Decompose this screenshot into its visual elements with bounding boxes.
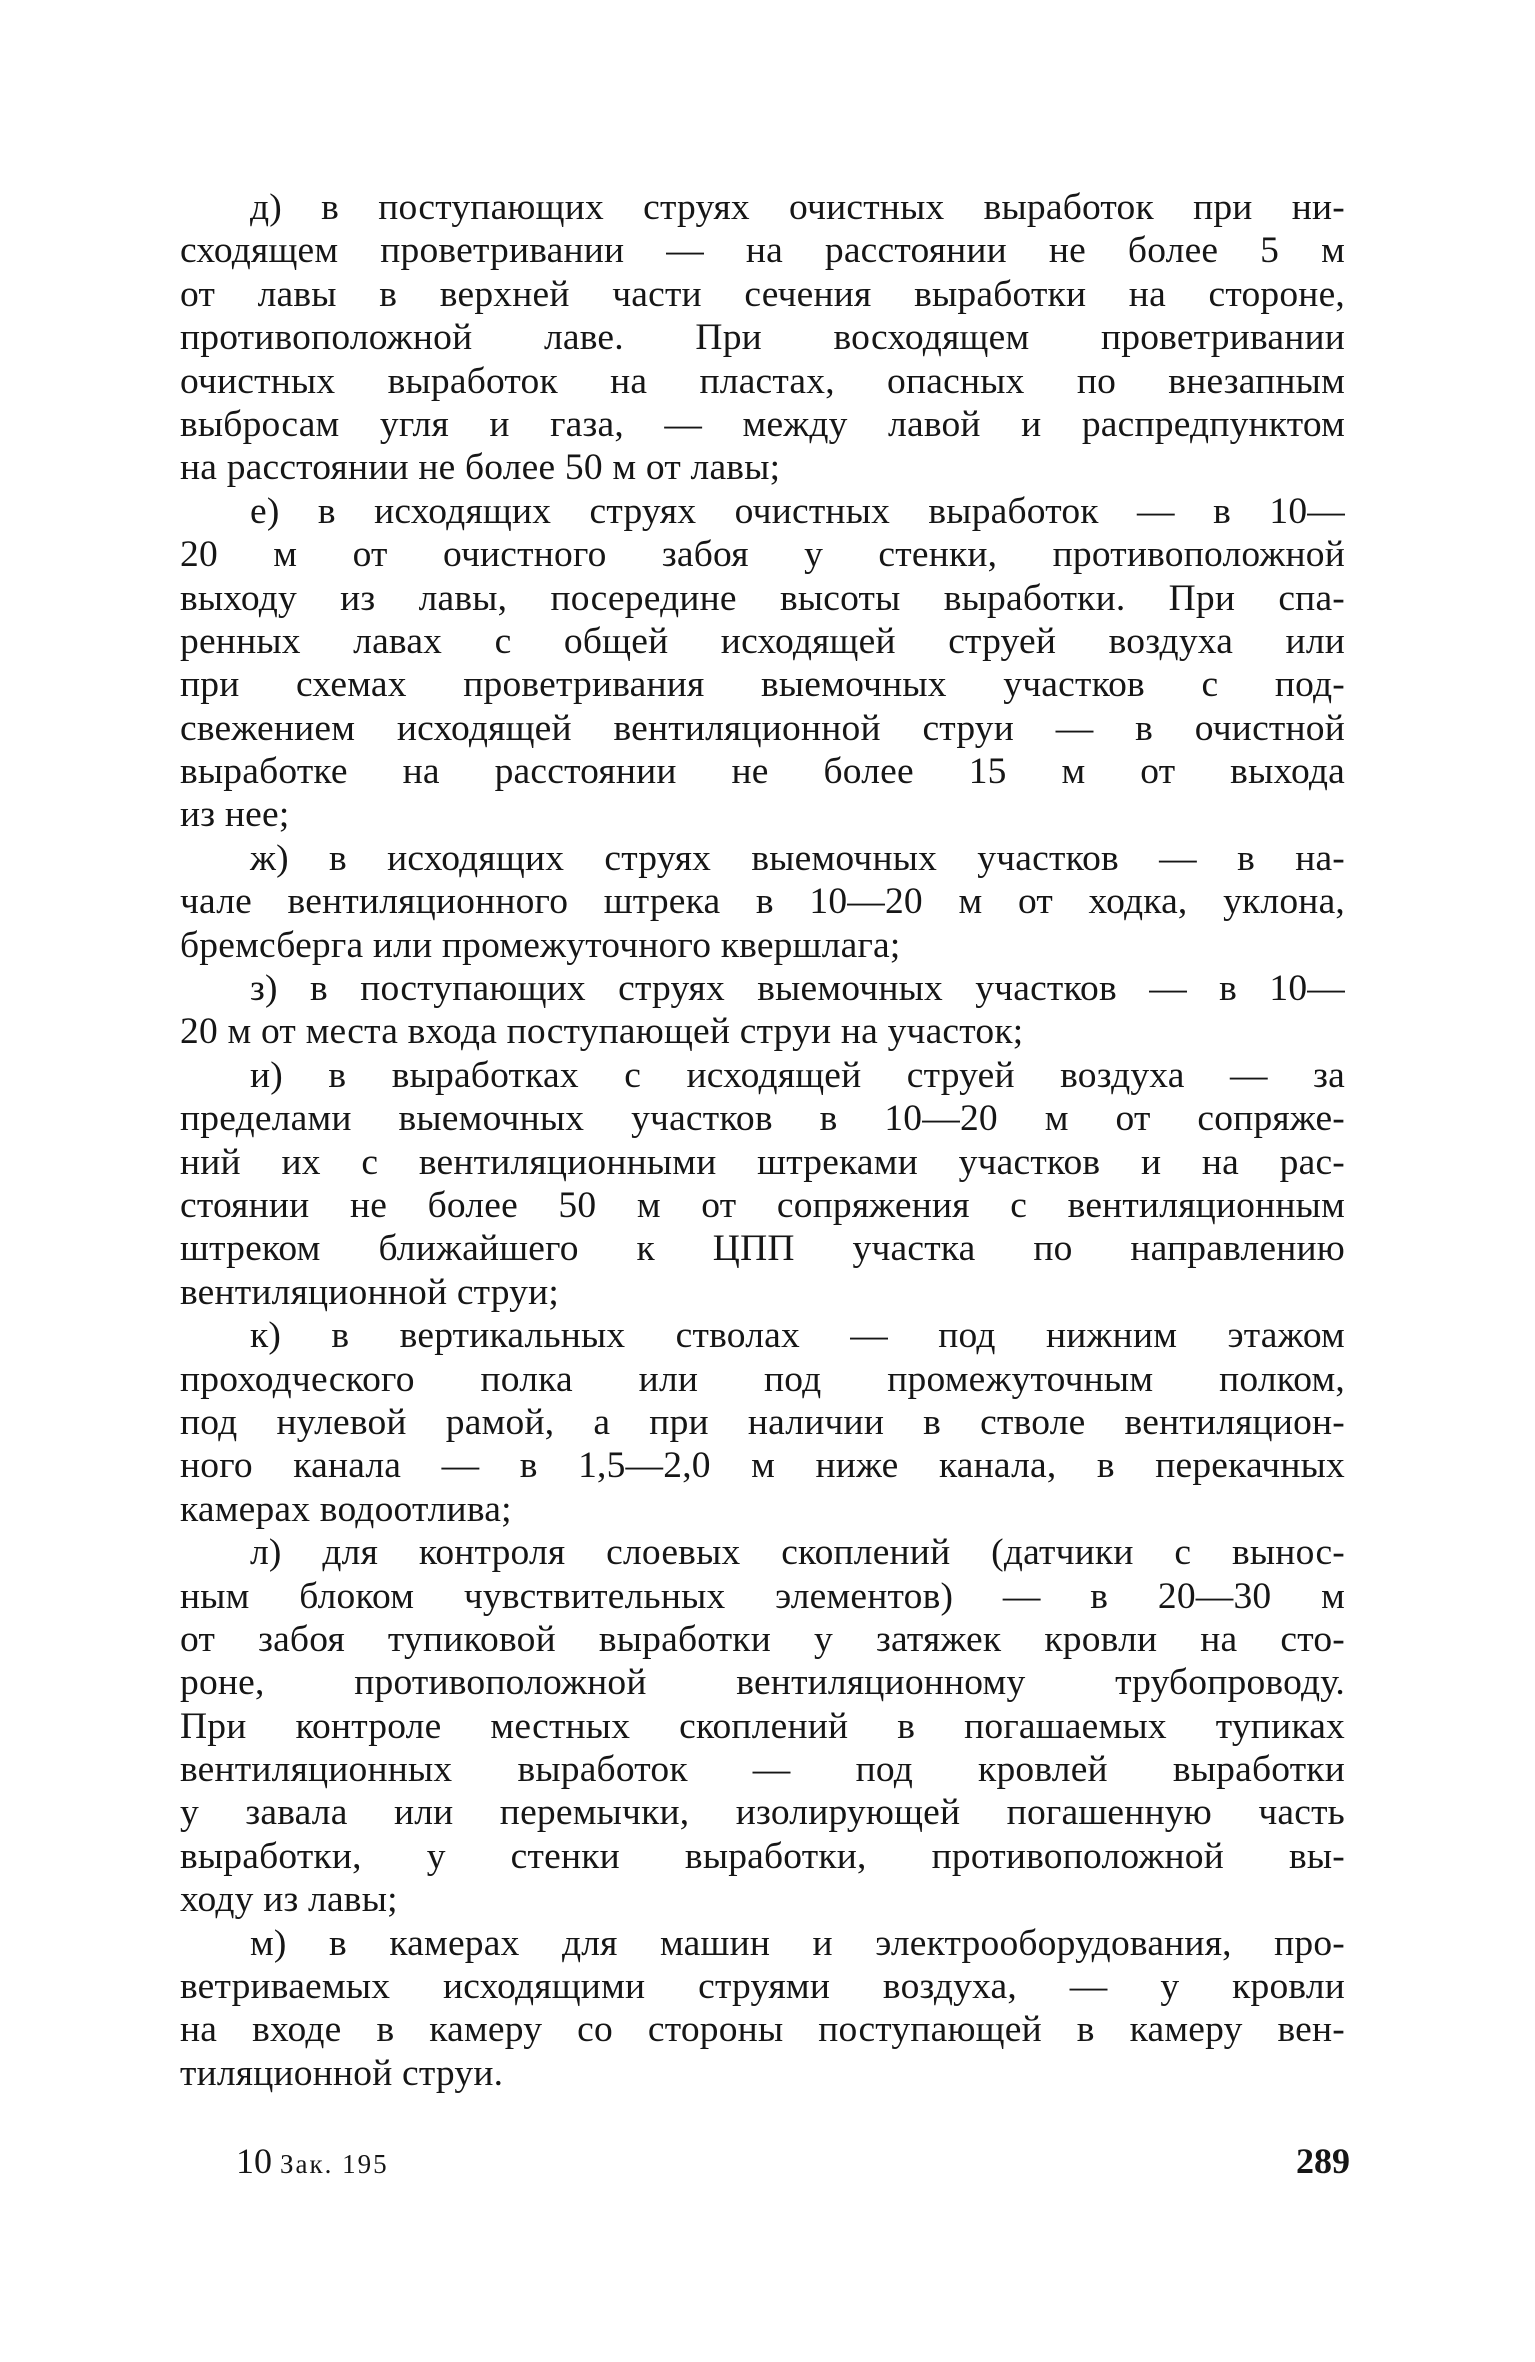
text-line: выходу из лавы, посередине высоты выработки. При спа- (180, 577, 1345, 619)
text-line: к) в вертикальных стволах — под нижним этажом (250, 1315, 1345, 1357)
text-line: из нее; (180, 794, 290, 836)
text-line: ным блоком чувствительных элементов) — в 20—30 м (180, 1575, 1345, 1617)
text-line: свежением исходящей вентиляционной струи — в очистной (180, 707, 1345, 749)
text-line: ренных лавах с общей исходящей струей воздуха или (180, 620, 1345, 662)
text-line: ходу из лавы; (180, 1879, 398, 1921)
text-line: е) в исходящих струях очистных выработок — в 10— (250, 490, 1345, 532)
text-line: от забоя тупиковой выработки у затяжек кровли на сто- (180, 1618, 1345, 1660)
text-line: выработке на расстоянии не более 15 м от выхода (180, 751, 1345, 793)
text-line: выбросам угля и газа, — между лавой и распредпунктом (180, 403, 1345, 445)
text-line: проходческого полка или под промежуточным полком, (180, 1358, 1345, 1400)
text-line: противоположной лаве. При восходящем проветривании (180, 317, 1345, 359)
text-line: от лавы в верхней части сечения выработки на стороне, (180, 273, 1345, 315)
text-line: д) в поступающих струях очистных выработок при ни- (250, 187, 1345, 228)
text-line: на входе в камеру со стороны поступающей в камеру вен- (180, 2009, 1345, 2051)
text-line: при схемах проветривания выемочных участков с под- (180, 664, 1345, 706)
text-line: ветриваемых исходящими струями воздуха, — у кровли (180, 1966, 1345, 2008)
signature-number: 10 (236, 2141, 272, 2181)
text-line: роне, противоположной вентиляционному трубопроводу. (180, 1662, 1345, 1704)
text-line: на расстоянии не более 50 м от лавы; (180, 447, 781, 489)
text-line: очистных выработок на пластах, опасных по внезапным (180, 360, 1345, 402)
text-line: тиляционной струи. (180, 2052, 504, 2094)
text-line: 20 м от места входа поступающей струи на участок; (180, 1011, 1024, 1053)
text-line: сходящем проветривании — на расстоянии не более 5 м (180, 230, 1345, 272)
text-line: з) в поступающих струях выемочных участков — в 10— (250, 968, 1345, 1010)
signature-order: Зак. 195 (280, 2149, 389, 2179)
text-line: вентиляционных выработок — под кровлей выработки (180, 1749, 1345, 1791)
text-line: под нулевой рамой, а при наличии в стволе вентиляцион- (180, 1401, 1345, 1443)
signature-mark (236, 2133, 389, 2192)
text-line: 20 м от очистного забоя у стенки, противоположной (180, 534, 1345, 576)
text-line: и) в выработках с исходящей струей воздуха — за (250, 1054, 1345, 1096)
text-line: ж) в исходящих струях выемочных участков — в на- (250, 837, 1345, 879)
page-text (180, 186, 1345, 2095)
page-footer (236, 2133, 1350, 2189)
page-number: 289 (1296, 2141, 1350, 2181)
text-line: вентиляционной струи; (180, 1271, 560, 1313)
text-line: При контроле местных скоплений в погашаемых тупиках (180, 1705, 1345, 1747)
text-line: штреком ближайшего к ЦПП участка по направлению (180, 1228, 1345, 1270)
text-line: бремсберга или промежуточного квершлага; (180, 924, 901, 966)
text-line: камерах водоотлива; (180, 1488, 512, 1530)
text-line: у завала или перемычки, изолирующей погашенную часть (180, 1792, 1345, 1834)
text-line: чале вентиляционного штрека в 10—20 м от ходка, уклона, (180, 881, 1345, 923)
text-line: л) для контроля слоевых скоплений (датчики с вынос- (250, 1532, 1345, 1574)
text-line: стоянии не более 50 м от сопряжения с вентиляционным (180, 1184, 1345, 1226)
text-line: пределами выемочных участков в 10—20 м от сопряже- (180, 1098, 1345, 1140)
text-line: ний их с вентиляционными штреками участков и на рас- (180, 1141, 1345, 1183)
text-line: выработки, у стенки выработки, противоположной вы- (180, 1835, 1345, 1877)
text-line: ного канала — в 1,5—2,0 м ниже канала, в перекачных (180, 1445, 1345, 1487)
text-line: м) в камерах для машин и электрооборудования, про- (250, 1922, 1345, 1964)
